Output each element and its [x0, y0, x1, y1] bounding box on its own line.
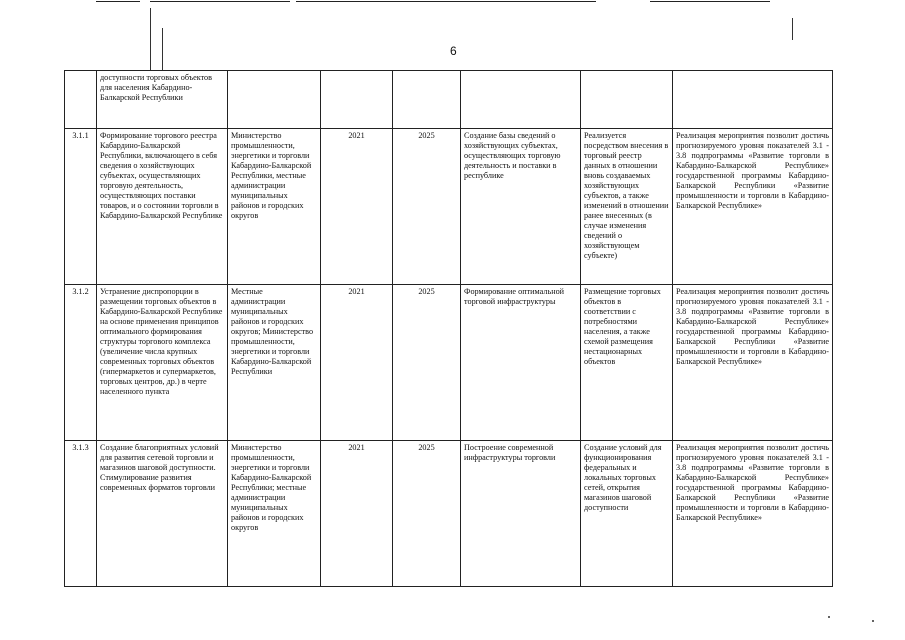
- scan-vertical-mark-left-2: [162, 28, 163, 70]
- start-year: 2021: [321, 285, 393, 441]
- indicator-link: [673, 71, 833, 129]
- expected-result: Создание базы сведений о хозяйствующих субъектах, осуществляющих торговую деятельность и поставки в республике: [461, 129, 581, 285]
- end-year: 2025: [393, 129, 461, 285]
- row-number: 3.1.1: [65, 129, 97, 285]
- row-number: 3.1.3: [65, 441, 97, 587]
- scan-top-line-2: [150, 1, 290, 2]
- measure-name: Формирование торгового реестра Кабардино-Балкарской Республики, включающего в себя сведения о хозяйствующих субъектах, осуществляющих торговую деятельность, осуществляющих поставки товаров, и о состоянии торговли в Кабардино-Балкарской Республике: [97, 129, 228, 285]
- indicator-link: Реализация мероприятия позволит достичь прогнозируемого уровня показателей 3.1 - 3.8 подпрограммы «Развитие торговли в Кабардино-Балкарской Республике» государственной программы Кабардино-Балкарской Республики «Развитие промышленности и торговли в Кабардино-Балкарской Республике»: [673, 285, 833, 441]
- measure-content: Размещение торговых объектов в соответствии с потребностями населения, а также схемой размещения нестационарных объектов: [581, 285, 673, 441]
- scan-vertical-mark-right: [792, 18, 793, 40]
- page-number: 6: [450, 44, 457, 58]
- end-year: 2025: [393, 285, 461, 441]
- table-row: [65, 285, 833, 441]
- executors: [228, 71, 321, 129]
- measure-content: [581, 71, 673, 129]
- scan-speck-2: [872, 620, 874, 622]
- executors: Местные администрации муниципальных районов и городских округов; Министерство промышленности, энергетики и торговли Кабардино-Балкарской Республики: [228, 285, 321, 441]
- expected-result: [461, 71, 581, 129]
- scan-top-line-3: [296, 1, 596, 2]
- end-year: [393, 71, 461, 129]
- scan-speck-1: [828, 616, 830, 618]
- end-year: 2025: [393, 441, 461, 587]
- table-row: [65, 129, 833, 285]
- table-row: [65, 71, 833, 129]
- start-year: 2021: [321, 129, 393, 285]
- row-number: 3.1.2: [65, 285, 97, 441]
- row-number: [65, 71, 97, 129]
- measure-content: Создание условий для функционирования федеральных и локальных торговых сетей, открытия магазинов шаговой доступности: [581, 441, 673, 587]
- scan-vertical-mark-left: [150, 8, 151, 70]
- indicator-link: Реализация мероприятия позволит достичь прогнозируемого уровня показателей 3.1 - 3.8 подпрограммы «Развитие торговли в Кабардино-Балкарской Республике» государственной программы Кабардино-Балкарской Республики «Развитие промышленности и торговли в Кабардино-Балкарской Республике»: [673, 129, 833, 285]
- indicator-link: Реализация мероприятия позволит достичь прогнозируемого уровня показателей 3.1 - 3.8 подпрограммы «Развитие торговли в Кабардино-Балкарской Республике» государственной программы Кабардино-Балкарской Республики «Развитие промышленности и торговли в Кабардино-Балкарской Республике»: [673, 441, 833, 587]
- measures-table: [64, 70, 833, 587]
- scan-top-line-1: [96, 1, 140, 2]
- measure-name: доступности торговых объектов для населения Кабардино-Балкарской Республики: [97, 71, 228, 129]
- executors: Министерство промышленности, энергетики и торговли Кабардино-Балкарской Республики, местные администрации муниципальных районов и городских округов: [228, 129, 321, 285]
- scan-top-line-4: [650, 1, 770, 2]
- start-year: 2021: [321, 441, 393, 587]
- start-year: [321, 71, 393, 129]
- measure-name: Создание благоприятных условий для развития сетевой торговли и магазинов шаговой доступности. Стимулирование развития современных форматов торговли: [97, 441, 228, 587]
- measure-name: Устранение диспропорции в размещении торговых объектов в Кабардино-Балкарской Республике на основе применения принципов оптимального формирования структуры торгового комплекса (увеличение числа крупных современных торговых объектов (гипермаркетов и супермаркетов, торговых центров, др.) в черте населенного пункта: [97, 285, 228, 441]
- executors: Министерство промышленности, энергетики и торговли Кабардино-Балкарской Республики; местные администрации муниципальных районов и городских округов: [228, 441, 321, 587]
- measure-content: Реализуется посредством внесения в торговый реестр данных в отношении вновь создаваемых хозяйствующих субъектов, а также изменений в отношении ранее внесенных (в случае изменения сведений о хозяйствующем субъекте): [581, 129, 673, 285]
- expected-result: Построение современной инфраструктуры торговли: [461, 441, 581, 587]
- expected-result: Формирование оптимальной торговой инфраструктуры: [461, 285, 581, 441]
- table-row: [65, 441, 833, 587]
